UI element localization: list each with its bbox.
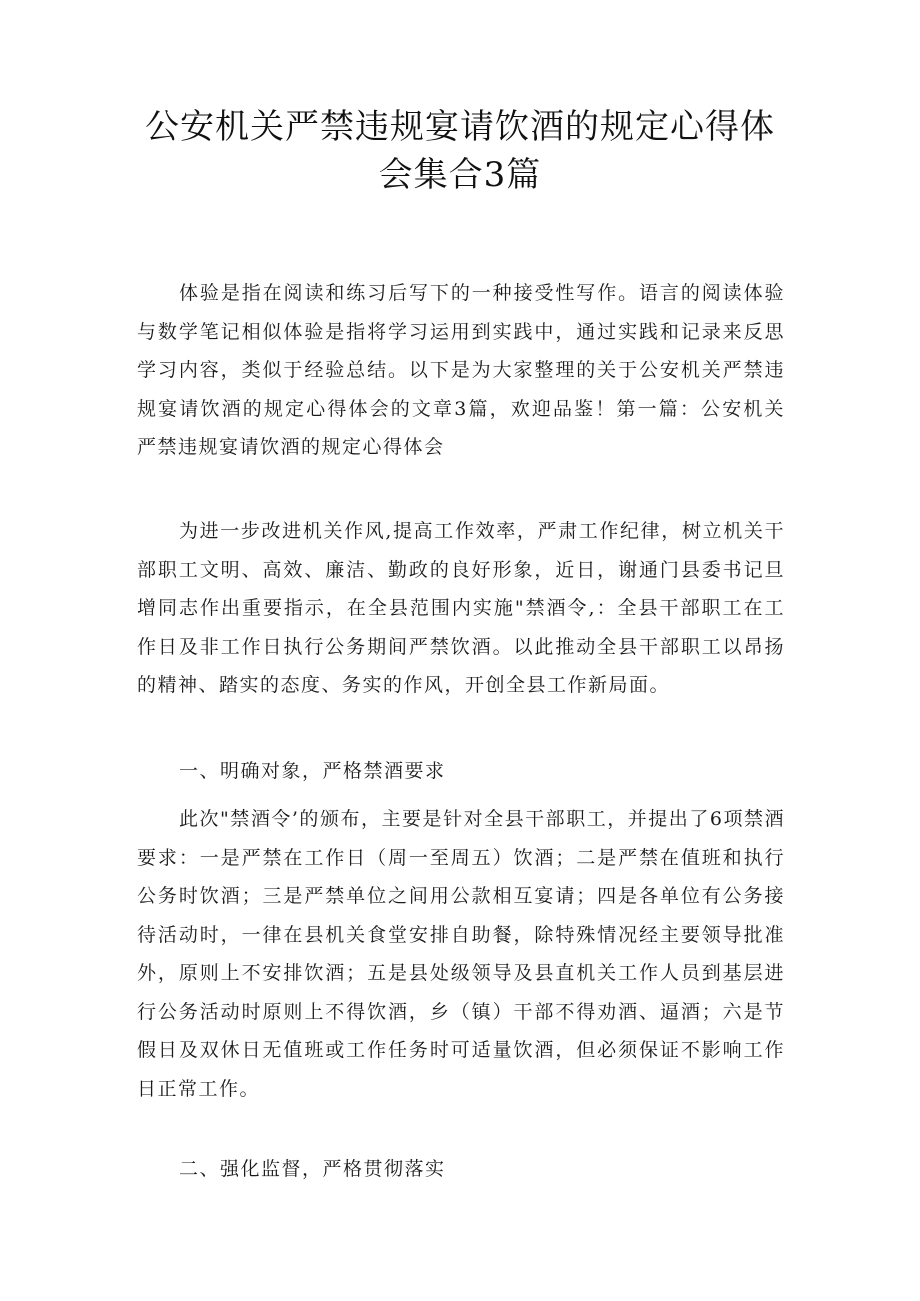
document-title-line-1: 公安机关严禁违规宴请饮酒的规定心得体 [145,107,775,147]
document-title [120,103,800,199]
background-paragraph: 为进一步改进机关作风,提高工作效率，严肃工作纪律，树立机关干部职工文明、高效、廉洁、勤政的良好形象，近日，谢通门县委书记旦增同志作出重要指示，在全县范围内实施"禁酒令,：全县干部职工在工作日及非工作日执行公务期间严禁饮酒。以此推动全县干部职工以昂扬的精神、踏实的态度、务实的作风，开创全县工作新局面。 [137,520,785,696]
section-1-paragraph: 此次"禁酒令’的颁布，主要是针对全县干部职工，并提出了6项禁酒要求：一是严禁在工作日（周一至周五）饮酒；二是严禁在值班和执行公务时饮酒；三是严禁单位之间用公款相互宴请；四是各单位有公务接待活动时，一律在县机关食堂安排自助餐，除特殊情况经主要领导批准外，原则上不安排饮酒；五是县处级领导及县直机关工作人员到基层进行公务活动时原则上不得饮酒，乡（镇）干部不得劝酒、逼酒；六是节假日及双休日无值班或工作任务时可适量饮酒，但必须保证不影响工作日正常工作。 [137,808,785,1100]
section-1-heading: 一、明确对象，严格禁酒要求 [179,760,446,782]
document-title-line-2: 会集合3篇 [378,155,542,195]
intro-paragraph: 体验是指在阅读和练习后写下的一种接受性写作。语言的阅读体验与数学笔记相似体验是指将学习运用到实践中，通过实践和记录来反思学习内容，类似于经验总结。以下是为大家整理的关于公安机关严禁违规宴请饮酒的规定心得体会的文章3篇，欢迎品鉴！第一篇：公安机关严禁违规宴请饮酒的规定心得体会 [137,282,785,458]
section-2-heading: 二、强化监督，严格贯彻落实 [179,1158,446,1180]
